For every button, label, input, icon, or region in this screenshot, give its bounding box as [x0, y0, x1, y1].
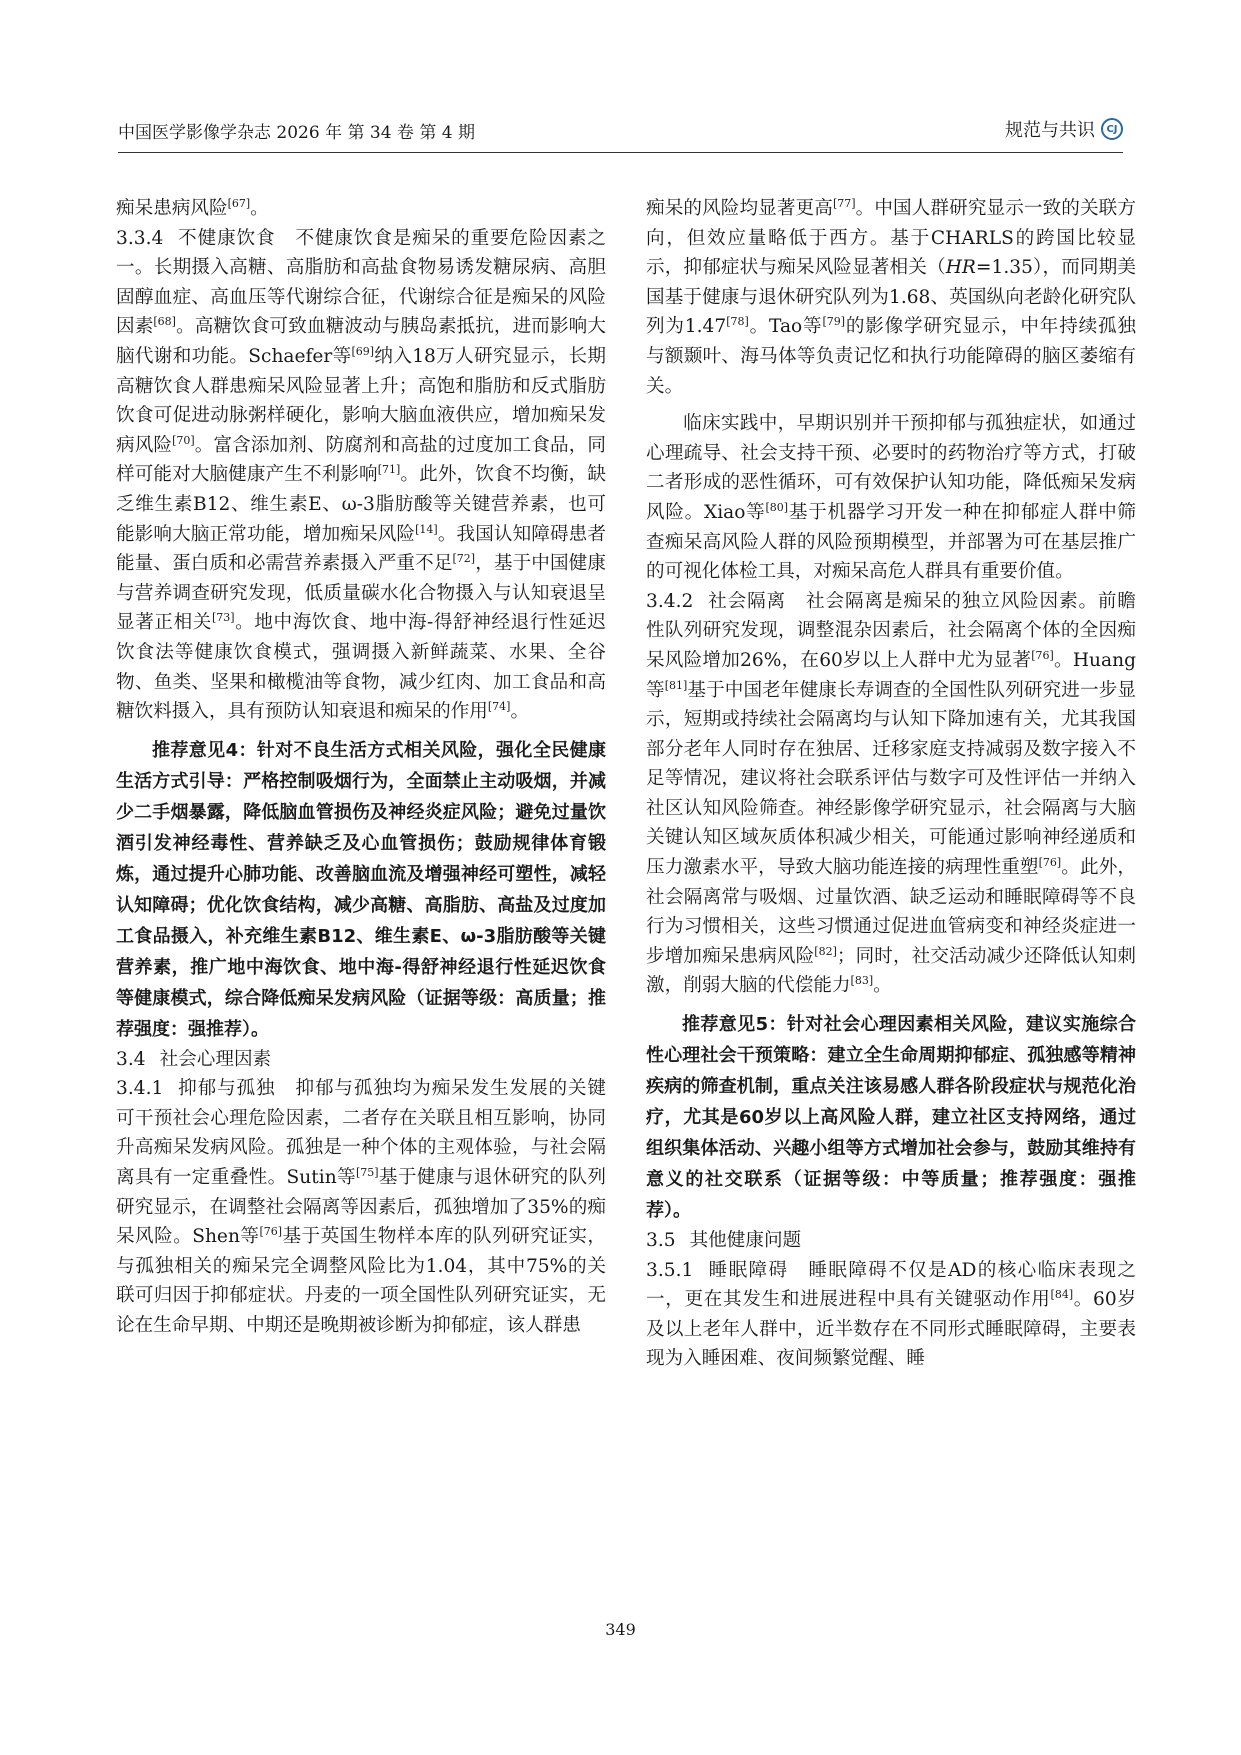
paragraph: 痴呆的风险均显著更高[77]。中国人群研究显示一致的关联方向，但效应量略低于西方。基于CHARLS的跨国比较显示，抑郁症状与痴呆风险显著相关（HR=1.35），而同期美国基于健康与退休研究队列为1.68、英国纵向老龄化研究队列为1.47[78]。Tao等[79]的影像学研究显示，中年持续孤独与额颞叶、海马体等负责记忆和执行功能障碍的脑区萎缩有关。 — [646, 197, 1136, 397]
recommendation-label: 推荐意见4： — [152, 739, 257, 761]
citation: [14] — [415, 522, 438, 536]
citation: [83] — [850, 974, 874, 988]
citation: [70] — [172, 433, 195, 447]
citation: [68] — [153, 315, 176, 329]
section-number: 3.4.2 — [646, 590, 694, 612]
subsection-3-4-2: 3.4.2 社会隔离 社会隔离是痴呆的独立风险因素。前瞻性队列研究发现，调整混杂因素后，社会隔离个体的全因痴呆风险增加26%，在60岁以上人群中尤为显著[76]。Huang等[81]基于中国老年健康长寿调查的全国性队列研究进一步显示，短期或持续社会隔离均与认知下降加速有关，尤其我国部分老年人同时存在独居、迁移家庭支持减弱及数字接入不足等情况，建议将社会联系评估与数字可及性评估一并纳入社区认知风险筛查。神经影像学研究显示，社会隔离与大脑关键认知区域灰质体积减少相关，可能通过影响神经递质和压力激素水平，导致大脑功能连接的病理性重塑[76]。此外，社会隔离常与吸烟、过量饮酒、缺乏运动和睡眠障碍等不良行为习惯相关，这些习惯通过促进血管病变和神经炎症进一步增加痴呆患病风险[82]；同时，社交活动减少还降低认知刺激，削弱大脑的代偿能力[83]。 — [646, 590, 1136, 997]
subsection-3-5-1: 3.5.1 睡眠障碍 睡眠障碍不仅是AD的核心临床表现之一，更在其发生和进展进程中具有关键驱动作用[84]。60岁及以上老年人群中，近半数存在不同形式睡眠障碍，主要表现为入睡困难、夜间频繁觉醒、睡 — [646, 1259, 1136, 1370]
citation: [76] — [1038, 856, 1062, 870]
citation: [76] — [1031, 648, 1054, 662]
section-label — [1005, 116, 1123, 142]
section-title: 睡眠障碍 — [707, 1259, 789, 1281]
journal-logo-icon: CJ — [1101, 118, 1123, 140]
subsection-3-4-1: 3.4.1 抑郁与孤独 抑郁与孤独均为痴呆发生发展的关键可干预社会心理危险因素，二者存在关联且相互影响，协同升高痴呆发病风险。孤独是一种个体的主观体验，与社会隔离具有一定重叠性。Sutin等[75]基于健康与退休研究的队列研究显示，在调整社会隔离等因素后，孤独增加了35%的痴呆风险。Shen等[76]基于英国生物样本库的队列研究证实，与孤独相关的痴呆完全调整风险比为1.04，其中75%的关联可归因于抑郁症状。丹麦的一项全国性队列研究证实，无论在生命早期、中期还是晚期被诊断为抑郁症，该人群患 — [116, 1078, 606, 1337]
citation: [67] — [227, 197, 251, 210]
page-number: 349 — [605, 1620, 636, 1639]
paragraph: 痴呆患病风险[67]。 — [116, 197, 269, 219]
citation: [69] — [351, 344, 375, 358]
section-3-5 — [646, 1226, 1136, 1256]
citation: [82] — [814, 944, 837, 958]
recommendation-label: 推荐意见5： — [682, 1014, 787, 1036]
right-column — [646, 194, 1136, 1374]
journal-info: 中国医学影像学杂志 2026 年 第 34 卷 第 4 期 — [118, 123, 475, 143]
section-title: 社会心理因素 — [159, 1048, 272, 1070]
citation: [75] — [355, 1166, 379, 1180]
citation: [79] — [822, 315, 846, 329]
left-column — [116, 194, 606, 1341]
citation: [77] — [832, 197, 856, 210]
running-header — [118, 112, 1123, 153]
citation: [72] — [452, 552, 476, 566]
paragraph: 临床实践中，早期识别并干预抑郁与孤独症状，如通过心理疏导、社会支持干预、必要时的药物治疗等方式，打破二者形成的恶性循环，可有效保护认知功能，降低痴呆发病风险。Xiao等[80]基于机器学习开发一种在抑郁症人群中筛查痴呆高风险人群的风险预期模型，并部署为可在基层推广的可视化体检工具，对痴呆高危人群具有重要价值。 — [646, 413, 1136, 583]
citation: [71] — [377, 463, 401, 477]
section-number: 3.4.1 — [116, 1078, 164, 1100]
section-title: 其他健康问题 — [689, 1230, 802, 1252]
citation: [74] — [487, 700, 511, 714]
subsection-3-3-4: 3.3.4 不健康饮食 不健康饮食是痴呆的重要危险因素之一。长期摄入高糖、高脂肪和高盐食物易诱发糖尿病、高胆固醇血症、高血压等代谢综合征，代谢综合征是痴呆的风险因素[68]。高糖饮食可致血糖波动与胰岛素抵抗，进而影响大脑代谢和功能。Schaefer等[69]纳入18万人研究显示，长期高糖饮食人群患痴呆风险显著上升；高饱和脂肪和反式脂肪饮食可促进动脉粥样硬化，影响大脑血液供应，增加痴呆发病风险[70]。富含添加剂、防腐剂和高盐的过度加工食品，同样可能对大脑健康产生不利影响[71]。此外，饮食不均衡，缺乏维生素B12、维生素E、ω-3脂肪酸等关键营养素，也可能影响大脑正常功能，增加痴呆风险[14]。我国认知障碍患者能量、蛋白质和必需营养素摄入严重不足[72]，基于中国健康与营养调查研究发现，低质量碳水化合物摄入与认知衰退呈显著正相关[73]。地中海饮食、地中海-得舒神经退行性延迟饮食法等健康饮食模式，强调摄入新鲜蔬菜、水果、全谷物、鱼类、坚果和橄榄油等食物，减少红肉、加工食品和高糖饮料摄入，具有预防认知衰退和痴呆的作用[74]。 — [116, 227, 606, 723]
recommendation-5: 推荐意见5：针对社会心理因素相关风险，建议实施综合性心理社会干预策略：建立全生命周期抑郁症、孤独感等精神疾病的筛查机制，重点关注该易感人群各阶段症状与规范化治疗，尤其是60岁以上高风险人群，建立社区支持网络，通过组织集体活动、兴趣小组等方式增加社会参与，鼓励其维持有意义的社交联系（证据等级：中等质量；推荐强度：强推荐）。 — [646, 1014, 1137, 1222]
section-number: 3.3.4 — [116, 227, 164, 249]
citation: [73] — [211, 611, 235, 625]
section-title: 抑郁与孤独 — [177, 1078, 276, 1100]
section-title: 社会隔离 — [707, 590, 787, 612]
citation: [80] — [765, 500, 789, 514]
section-title: 不健康饮食 — [177, 227, 276, 249]
citation: [78] — [726, 315, 749, 329]
section-number: 3.4 — [116, 1048, 146, 1070]
hazard-ratio-symbol: HR — [945, 257, 976, 279]
section-number: 3.5 — [646, 1230, 676, 1252]
recommendation-4: 推荐意见4：针对不良生活方式相关风险，强化全民健康生活方式引导：严格控制吸烟行为，全面禁止主动吸烟，并减少二手烟暴露，降低脑血管损伤及神经炎症风险；避免过量饮酒引发神经毒性、营养缺乏及心血管损伤；鼓励规律体育锻炼，通过提升心肺功能、改善脑血流及增强神经可塑性，减轻认知障碍；优化饮食结构，减少高糖、高脂肪、高盐及过度加工食品摄入，补充维生素B12、维生素E、ω-3脂肪酸等关键营养素，推广地中海饮食、地中海-得舒神经退行性延迟饮食等健康模式，综合降低痴呆发病风险（证据等级：高质量；推荐强度：强推荐）。 — [116, 739, 607, 1040]
section-name: 规范与共识 — [1005, 120, 1095, 141]
section-3-4 — [116, 1045, 606, 1075]
section-number: 3.5.1 — [646, 1259, 694, 1281]
citation: [76] — [259, 1225, 283, 1239]
citation: [81] — [664, 678, 688, 692]
citation: [84] — [1050, 1288, 1074, 1302]
